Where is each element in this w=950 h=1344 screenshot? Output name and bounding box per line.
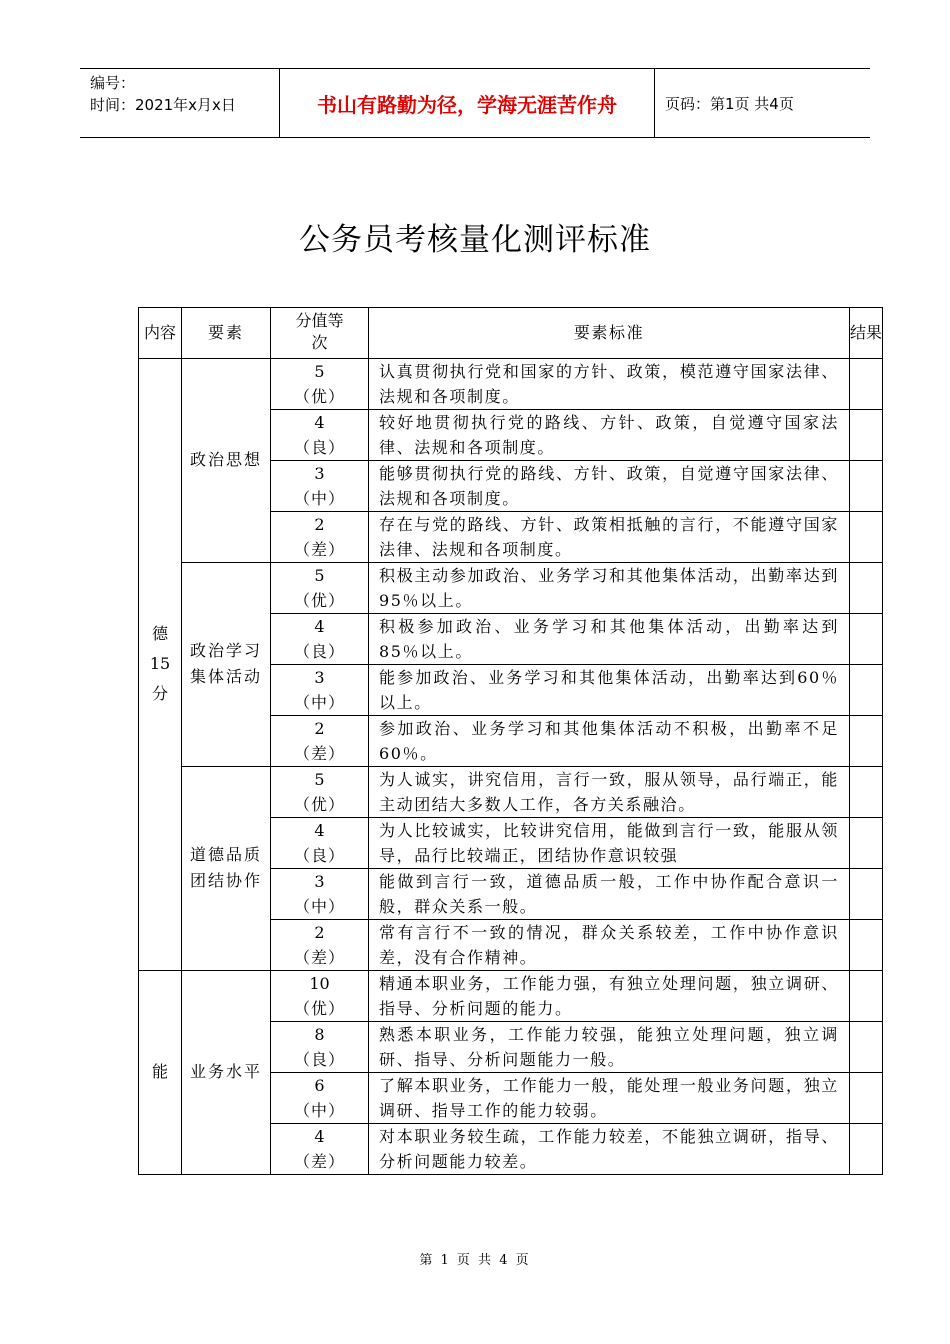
element-cell: 道德品质团结协作 xyxy=(182,766,271,970)
time-label: 时间：2021年x月x日 xyxy=(90,96,236,114)
score-cell: 10 （优） xyxy=(271,970,369,1021)
header-content: 内容 xyxy=(139,308,182,359)
standard-cell: 积极参加政治、业务学习和其他集体活动，出勤率达到85％以上。 xyxy=(369,613,850,664)
result-cell[interactable] xyxy=(850,766,883,817)
score-cell: 2 （差） xyxy=(271,919,369,970)
result-cell[interactable] xyxy=(850,664,883,715)
result-cell[interactable] xyxy=(850,511,883,562)
document-title: 公务员考核量化测评标准 xyxy=(299,222,651,258)
element-cell: 业务水平 xyxy=(182,970,271,1174)
score-cell: 4 （差） xyxy=(271,1123,369,1174)
standard-cell: 为人诚实，讲究信用，言行一致，服从领导，品行端正，能主动团结大多数人工作，各方关系融洽。 xyxy=(369,766,850,817)
result-cell[interactable] xyxy=(850,1072,883,1123)
standard-cell: 存在与党的路线、方针、政策相抵触的言行，不能遵守国家法律、法规和各项制度。 xyxy=(369,511,850,562)
result-cell[interactable] xyxy=(850,817,883,868)
table-header-row xyxy=(139,308,883,359)
standard-cell: 能参加政治、业务学习和其他集体活动，出勤率达到60％以上。 xyxy=(369,664,850,715)
result-cell[interactable] xyxy=(850,919,883,970)
category-cell: 德15分 xyxy=(139,358,182,970)
standard-cell: 能做到言行一致，道德品质一般，工作中协作配合意识一般，群众关系一般。 xyxy=(369,868,850,919)
score-cell: 3 （中） xyxy=(271,460,369,511)
score-cell: 4 （良） xyxy=(271,817,369,868)
element-cell: 政治学习集体活动 xyxy=(182,562,271,766)
header-standard: 要素标准 xyxy=(369,308,850,359)
result-cell[interactable] xyxy=(850,1123,883,1174)
standard-cell: 精通本职业务，工作能力强，有独立处理问题，独立调研、指导、分析问题的能力。 xyxy=(369,970,850,1021)
result-cell[interactable] xyxy=(850,358,883,409)
score-cell: 5 （优） xyxy=(271,562,369,613)
category-cell: 能 xyxy=(139,970,182,1174)
table-row xyxy=(139,562,883,613)
standard-cell: 能够贯彻执行党的路线、方针、政策，自觉遵守国家法律、法规和各项制度。 xyxy=(369,460,850,511)
number-label: 编号： xyxy=(90,74,136,92)
score-cell: 4 （良） xyxy=(271,613,369,664)
score-cell: 6 （中） xyxy=(271,1072,369,1123)
element-cell: 政治思想 xyxy=(182,358,271,562)
result-cell[interactable] xyxy=(850,1021,883,1072)
evaluation-table xyxy=(138,307,883,1175)
page-footer: 第 1 页 共 4 页 xyxy=(419,1253,531,1268)
score-cell: 4 （良） xyxy=(271,409,369,460)
header-result: 结果 xyxy=(850,308,883,359)
standard-cell: 积极主动参加政治、业务学习和其他集体活动，出勤率达到95％以上。 xyxy=(369,562,850,613)
score-cell: 2 （差） xyxy=(271,715,369,766)
header-score: 分值等次 xyxy=(271,308,369,359)
score-cell: 5 （优） xyxy=(271,766,369,817)
result-cell[interactable] xyxy=(850,970,883,1021)
score-cell: 2 （差） xyxy=(271,511,369,562)
standard-cell: 参加政治、业务学习和其他集体活动不积极，出勤率不足60％。 xyxy=(369,715,850,766)
document-header xyxy=(80,68,870,138)
score-cell: 8 （良） xyxy=(271,1021,369,1072)
result-cell[interactable] xyxy=(850,613,883,664)
standard-cell: 常有言行不一致的情况，群众关系较差，工作中协作意识差，没有合作精神。 xyxy=(369,919,850,970)
header-motto: 书山有路勤为径，学海无涯苦作舟 xyxy=(280,69,655,137)
standard-cell: 熟悉本职业务，工作能力较强，能独立处理问题，独立调研、指导、分析问题能力一般。 xyxy=(369,1021,850,1072)
table-row xyxy=(139,358,883,409)
standard-cell: 为人比较诚实，比较讲究信用，能做到言行一致，能服从领导，品行比较端正，团结协作意识较强 xyxy=(369,817,850,868)
standard-cell: 较好地贯彻执行党的路线、方针、政策，自觉遵守国家法律、法规和各项制度。 xyxy=(369,409,850,460)
score-cell: 3 （中） xyxy=(271,664,369,715)
standard-cell: 了解本职业务，工作能力一般，能处理一般业务问题，独立调研、指导工作的能力较弱。 xyxy=(369,1072,850,1123)
header-meta xyxy=(80,69,280,137)
table-row xyxy=(139,970,883,1021)
result-cell[interactable] xyxy=(850,409,883,460)
standard-cell: 对本职业务较生疏，工作能力较差，不能独立调研，指导、分析问题能力较差。 xyxy=(369,1123,850,1174)
result-cell[interactable] xyxy=(850,562,883,613)
header-element: 要素 xyxy=(182,308,271,359)
result-cell[interactable] xyxy=(850,715,883,766)
result-cell[interactable] xyxy=(850,460,883,511)
table-row xyxy=(139,766,883,817)
header-page-info: 页码：第1页 共4页 xyxy=(665,94,794,113)
standard-cell: 认真贯彻执行党和国家的方针、政策，模范遵守国家法律、法规和各项制度。 xyxy=(369,358,850,409)
score-cell: 3 （中） xyxy=(271,868,369,919)
result-cell[interactable] xyxy=(850,868,883,919)
score-cell: 5 （优） xyxy=(271,358,369,409)
